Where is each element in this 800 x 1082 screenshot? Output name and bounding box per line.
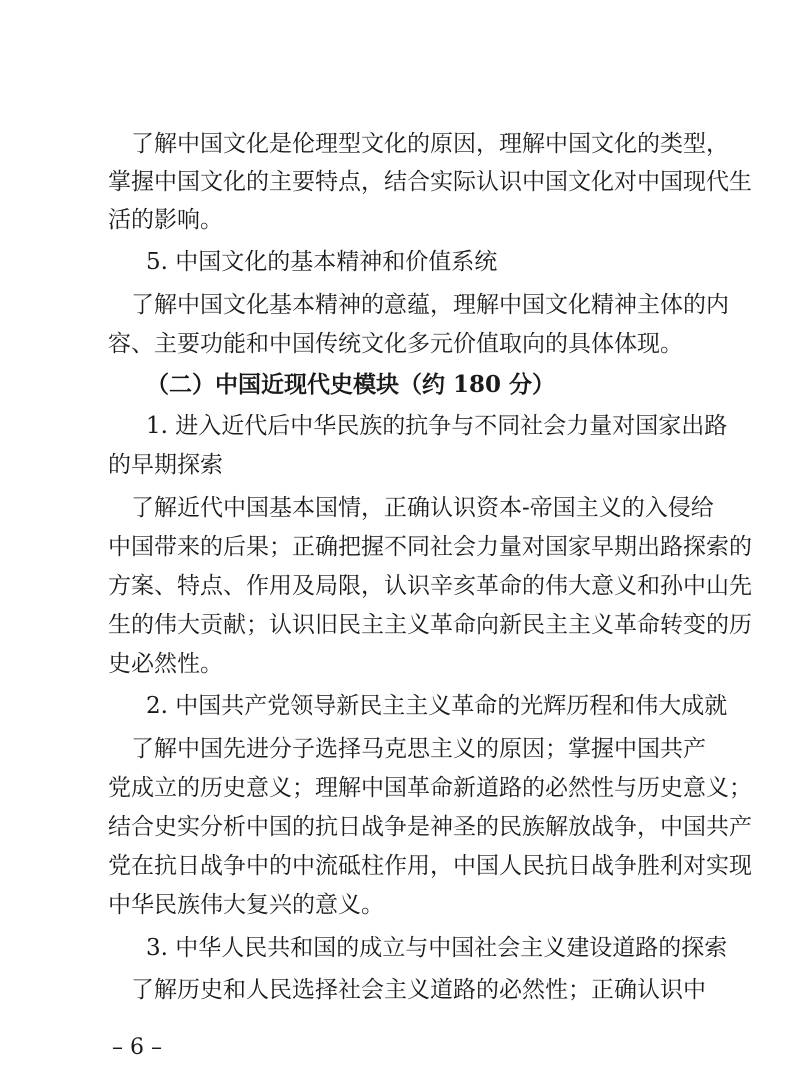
paragraph-line: 了解中国先进分子选择马克思主义的原因；掌握中国共产 xyxy=(108,736,706,762)
paragraph-line: 方案、特点、作用及局限，认识辛亥革命的伟大意义和孙中山先 xyxy=(108,573,752,599)
paragraph-line: 了解中国文化基本精神的意蕴，理解中国文化精神主体的内 xyxy=(108,292,729,318)
paragraph-line: 活的影响。 xyxy=(108,207,223,233)
subsection-heading: 3. 中华人民共和国的成立与中国社会主义建设道路的探索 xyxy=(146,935,728,961)
paragraph-line: 中华民族伟大复兴的意义。 xyxy=(108,892,384,918)
subsection-heading: 5. 中国文化的基本精神和价值系统 xyxy=(146,249,498,275)
paragraph-line: 中国带来的后果；正确把握不同社会力量对国家早期出路探索的 xyxy=(108,534,752,560)
paragraph-line: 党成立的历史意义；理解中国革命新道路的必然性与历史意义； xyxy=(108,775,752,801)
paragraph-line: 容、主要功能和中国传统文化多元价值取向的具体体现。 xyxy=(108,331,683,357)
subsection-heading: 2. 中国共产党领导新民主主义革命的光辉历程和伟大成就 xyxy=(146,693,728,719)
paragraph-line: 了解近代中国基本国情，正确认识资本-帝国主义的入侵给 xyxy=(108,495,714,521)
page-number: – 6 – xyxy=(112,1035,162,1060)
paragraph-line: 了解中国文化是伦理型文化的原因，理解中国文化的类型， xyxy=(108,131,729,157)
paragraph-line: 结合史实分析中国的抗日战争是神圣的民族解放战争，中国共产 xyxy=(108,814,752,840)
section-heading: （二）中国近现代史模块（约 180 分） xyxy=(146,371,556,398)
subsection-heading: 的早期探索 xyxy=(108,452,223,478)
paragraph-line: 史必然性。 xyxy=(108,651,223,677)
paragraph-line: 掌握中国文化的主要特点，结合实际认识中国文化对中国现代生 xyxy=(108,169,752,195)
paragraph-line: 党在抗日战争中的中流砥柱作用，中国人民抗日战争胜利对实现 xyxy=(108,853,752,879)
paragraph-line: 生的伟大贡献；认识旧民主主义革命向新民主主义革命转变的历 xyxy=(108,612,752,638)
paragraph-line: 了解历史和人民选择社会主义道路的必然性；正确认识中 xyxy=(108,977,706,1003)
subsection-heading: 1. 进入近代后中华民族的抗争与不同社会力量对国家出路 xyxy=(146,413,728,439)
